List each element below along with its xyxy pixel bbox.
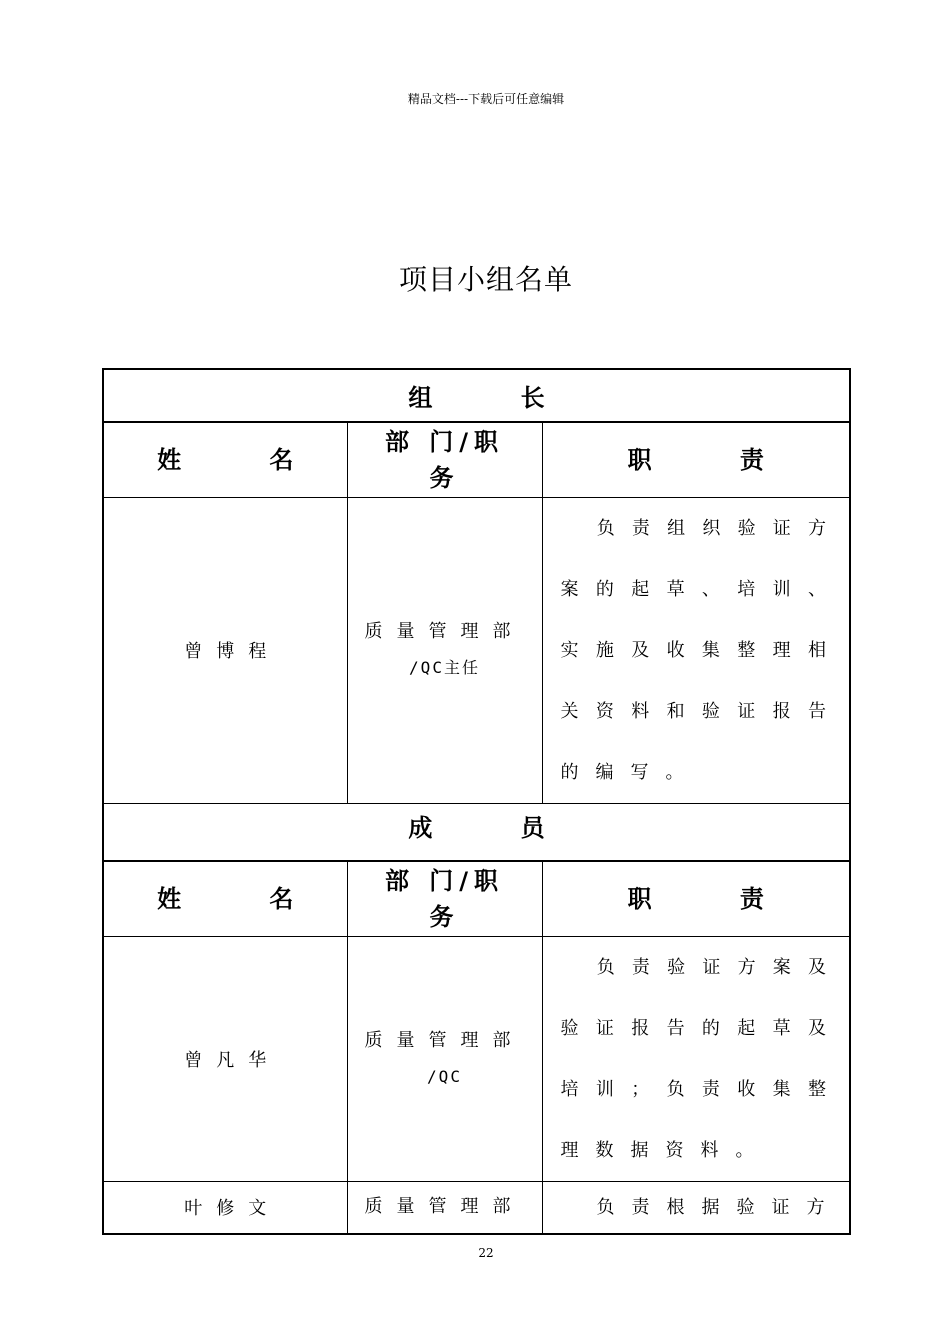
column-header-duty: 职 责 — [542, 422, 850, 497]
member-duty-text: 负责根据验证方 — [596, 1196, 842, 1218]
member-dept-line2: /QC — [427, 1066, 462, 1086]
member-name: 叶修文 — [103, 1181, 347, 1234]
page-number: 22 — [478, 1246, 494, 1260]
member-duty — [542, 936, 850, 1181]
member-name: 曾博程 — [103, 497, 347, 803]
member-dept-line1: 质量管理部 — [364, 1196, 525, 1217]
member-dept-line1: 质量管理部 — [364, 621, 525, 642]
column-header-dept — [347, 861, 542, 936]
column-header-dept-line2: 务 — [429, 902, 460, 931]
page-header-note: 精品文档---下载后可任意编辑 — [407, 92, 565, 106]
leader-section-title: 组 长 — [103, 369, 850, 422]
member-name: 曾凡华 — [103, 936, 347, 1181]
leader-header-row — [103, 422, 850, 497]
member-section-row — [103, 803, 850, 861]
column-header-name: 姓 名 — [103, 861, 347, 936]
member-dept — [347, 497, 542, 803]
document-title: 项目小组名单 — [398, 263, 573, 296]
member-duty-text: 负责组织验证方案的起草、培训、实施及收集整理相关资料和验证报告的编写。 — [560, 517, 844, 783]
column-header-dept-line1: 部 门/职 — [384, 427, 505, 456]
column-header-name: 姓 名 — [103, 422, 347, 497]
table-row — [103, 497, 850, 803]
member-duty-text: 负责验证方案及验证报告的起草及培训；负责收集整理数据资料。 — [560, 956, 844, 1161]
column-header-dept-line2: 务 — [429, 463, 460, 492]
column-header-dept-line1: 部 门/职 — [384, 866, 505, 895]
project-team-roster-table — [102, 368, 851, 1235]
member-dept-line1: 质量管理部 — [364, 1029, 525, 1051]
table-row — [103, 936, 850, 1181]
column-header-duty: 职 责 — [542, 861, 850, 936]
leader-section-row — [103, 369, 850, 422]
member-section-title: 成 员 — [103, 803, 850, 861]
table-row — [103, 1181, 850, 1234]
member-dept — [347, 1181, 542, 1234]
member-duty — [542, 497, 850, 803]
member-dept — [347, 936, 542, 1181]
member-header-row — [103, 861, 850, 936]
member-duty — [542, 1181, 850, 1234]
column-header-dept — [347, 422, 542, 497]
member-dept-line2: /QC主任 — [409, 658, 480, 677]
